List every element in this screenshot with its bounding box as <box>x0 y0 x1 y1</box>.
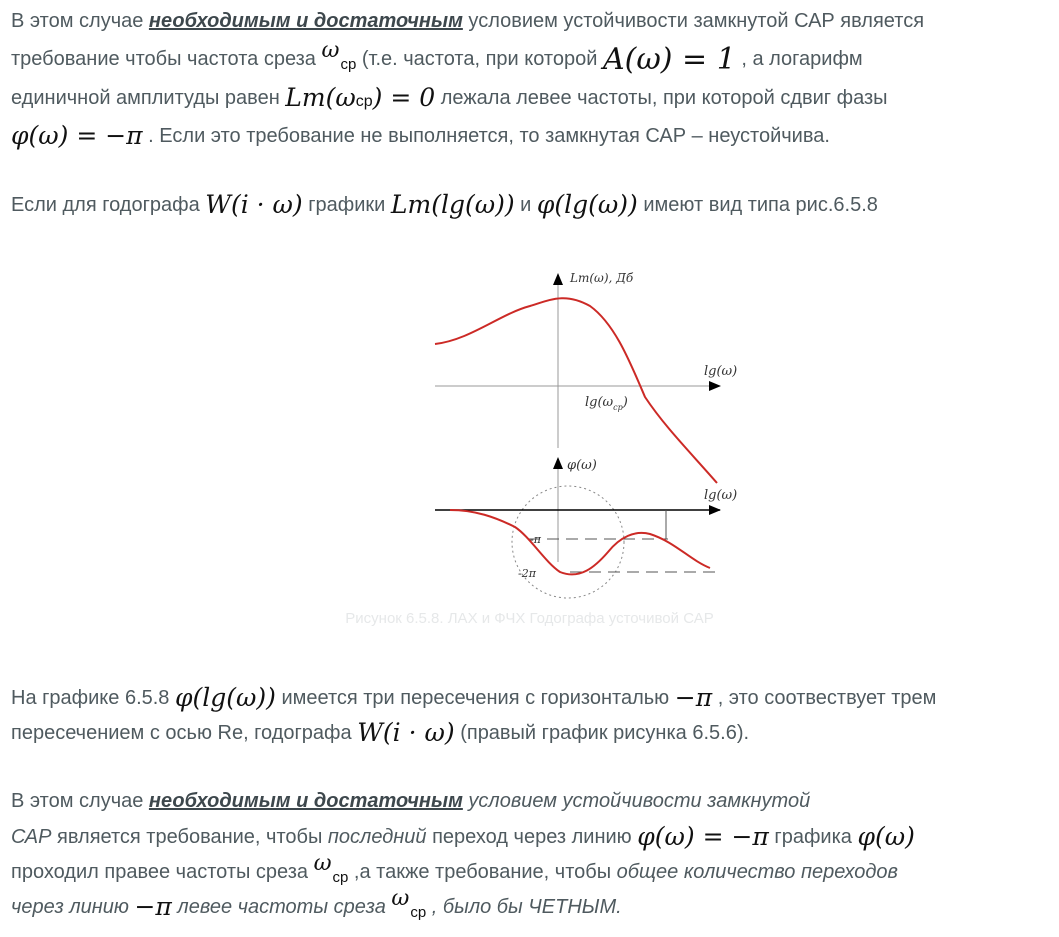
para4-line1: В этом случае необходимым и достаточным условием устойчивости замкнутой <box>11 790 811 812</box>
para4-line3: проходил правее частоты среза $\omega_{ср}$ ,а также требование, чтобы общее количество переходов <box>11 851 898 886</box>
para1-line1: В этом случае необходимым и достаточным условием устойчивости замкнутой САР является <box>11 10 925 32</box>
lah-fchh-figure <box>430 262 738 607</box>
formula-minus-pi: −π <box>674 683 713 712</box>
phase-unit-circle <box>512 486 624 598</box>
para3-line1: На графике 6.5.8 φ(lg(ω)) имеется три пересечения с горизонталью −π , это соотвествует трем <box>11 683 937 712</box>
formula-phi-lg: φ(lg(ω)) <box>536 190 638 219</box>
para3-line2: пересечением с осью Re, годографа W(i · ω) (правый график рисунка 6.5.6). <box>11 718 750 747</box>
phi-axis-label: φ(ω) <box>567 458 597 473</box>
emphasis-necessary-sufficient: необходимым и достаточным <box>148 790 463 812</box>
lm-axis-label: Lm(ω), Дб <box>570 271 634 285</box>
emphasis-necessary-sufficient: необходимым и достаточным <box>148 10 463 32</box>
para4-line4: через линию −π левее частоты среза $\omega_{ср}$ , было бы ЧЕТНЫМ. <box>11 886 622 921</box>
lg-axis-label-top: lg(ω) <box>704 364 738 379</box>
omega-cut-symbol: $\omega_{ср}$ <box>391 886 427 921</box>
para1-line4: φ(ω) = −π . Если это требование не выполняется, то замкнутая САР – неустойчива. <box>11 121 830 150</box>
minus-2pi-label: -2π <box>518 567 536 580</box>
lg-axis-label-bottom: lg(ω) <box>704 488 738 503</box>
formula-Lm-lg: Lm(lg(ω)) <box>390 190 515 219</box>
omega-cut-symbol: $\omega_{ср}$ <box>313 851 349 886</box>
formula-phi-eq-minus-pi: φ(ω) = −π <box>637 822 769 851</box>
omega-cut-symbol: $\omega_{ср}$ <box>321 38 357 73</box>
para4-line2: САР является требование, чтобы последний переход через линию φ(ω) = −π графика φ(ω) <box>11 822 915 851</box>
formula-W: W(i · ω) <box>205 190 303 219</box>
formula-A-omega: A(ω) = 1 <box>602 42 736 77</box>
formula-phi-minus-pi: φ(ω) = −π <box>11 121 143 150</box>
para1-line3: единичной амплитуды равен Lm(ωср) = 0 лежала левее частоты, при которой сдвиг фазы <box>11 83 888 112</box>
para1-line2: требование чтобы частота среза $\omega_{ср}$ (т.е. частота, при которой A(ω) = 1 , а логарифм <box>11 38 863 77</box>
lm-curve <box>435 298 717 483</box>
formula-phi-lg: φ(lg(ω)) <box>174 683 276 712</box>
figure-caption: Рисунок 6.5.8. ЛАХ и ФЧХ Годографа усточивой САР <box>345 610 714 627</box>
formula-minus-pi: −π <box>134 892 172 921</box>
lg-cut-label: $\lg(\omega_{ср})$ <box>585 395 628 412</box>
minus-pi-label: -π <box>530 533 541 546</box>
formula-Lm-cut: Lm(ωср) = 0 <box>285 83 436 112</box>
para2-line1: Если для годографа W(i · ω) графики Lm(lg(ω)) и φ(lg(ω)) имеют вид типа рис.6.5.8 <box>11 190 878 219</box>
formula-W: W(i · ω) <box>357 718 455 747</box>
phi-curve <box>450 510 710 574</box>
formula-phi: φ(ω) <box>857 822 915 851</box>
